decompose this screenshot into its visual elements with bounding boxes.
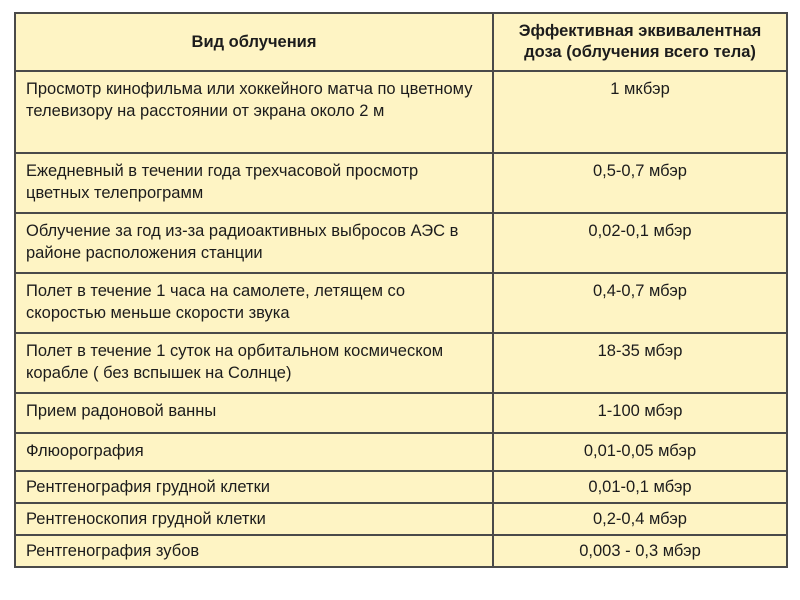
- table-row: [15, 471, 787, 503]
- dose-value-cell: 0,02-0,1 мбэр: [493, 213, 787, 273]
- table-row: [15, 535, 787, 567]
- table-row: [15, 273, 787, 333]
- exposure-type-cell: Рентгеноскопия грудной клетки: [15, 503, 493, 535]
- dose-value-cell: 0,2-0,4 мбэр: [493, 503, 787, 535]
- table-row: [15, 213, 787, 273]
- table-row: [15, 153, 787, 213]
- dose-value-cell: 0,003 - 0,3 мбэр: [493, 535, 787, 567]
- exposure-type-cell: Прием радоновой ванны: [15, 393, 493, 433]
- dose-table-container: [14, 12, 786, 568]
- header-row: [15, 13, 787, 71]
- exposure-type-cell: Просмотр кинофильма или хоккейного матча по цветному телевизору на расстоянии от экрана около 2 м: [15, 71, 493, 153]
- dose-value-cell: 0,5-0,7 мбэр: [493, 153, 787, 213]
- exposure-type-cell: Полет в течение 1 суток на орбитальном космическом корабле ( без вспышек на Солнце): [15, 333, 493, 393]
- exposure-type-cell: Полет в течение 1 часа на самолете, летящем со скоростью меньше скорости звука: [15, 273, 493, 333]
- dose-value-cell: 0,4-0,7 мбэр: [493, 273, 787, 333]
- table-row: [15, 433, 787, 471]
- header-effective-dose: Эффективная эквивалентная доза (облучения всего тела): [493, 13, 787, 71]
- exposure-type-cell: Рентгенография зубов: [15, 535, 493, 567]
- dose-value-cell: 18-35 мбэр: [493, 333, 787, 393]
- exposure-type-cell: Флюорография: [15, 433, 493, 471]
- dose-value-cell: 0,01-0,1 мбэр: [493, 471, 787, 503]
- dose-value-cell: 0,01-0,05 мбэр: [493, 433, 787, 471]
- dose-value-cell: 1-100 мбэр: [493, 393, 787, 433]
- table-row: [15, 503, 787, 535]
- exposure-type-cell: Ежедневный в течении года трехчасовой просмотр цветных телепрограмм: [15, 153, 493, 213]
- table-row: [15, 71, 787, 153]
- table-row: [15, 393, 787, 433]
- dose-value-cell: 1 мкбэр: [493, 71, 787, 153]
- exposure-type-cell: Облучение за год из-за радиоактивных выбросов АЭС в районе расположения станции: [15, 213, 493, 273]
- table-row: [15, 333, 787, 393]
- exposure-type-cell: Рентгенография грудной клетки: [15, 471, 493, 503]
- header-exposure-type: Вид облучения: [15, 13, 493, 71]
- radiation-dose-table: [14, 12, 788, 568]
